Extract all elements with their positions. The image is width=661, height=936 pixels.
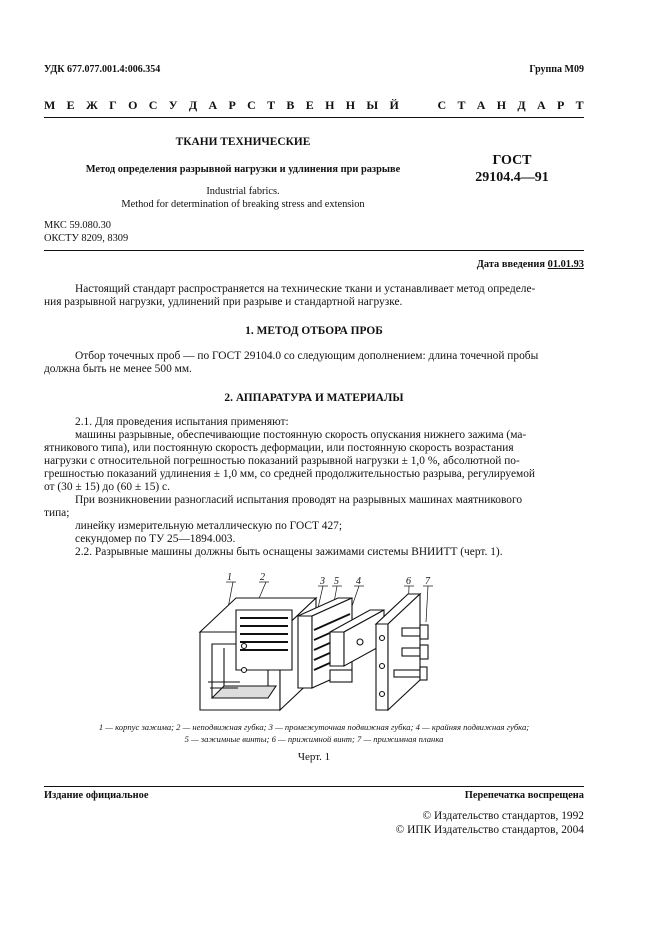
section2-line: секундомер по ТУ 25—1894.003.: [75, 533, 236, 545]
banner-letter: Г: [109, 98, 117, 112]
callout-5: 5: [334, 576, 339, 587]
banner-letter: Н: [325, 98, 335, 112]
figure-caption-line1: 1 — корпус зажима; 2 — неподвижная губка; 3 — промежуточная подвижная губка; 4 — крайняя подвижная губка;: [98, 722, 530, 732]
udk-code: УДК 677.077.001.4:006.354: [44, 64, 161, 75]
footer-rule: [44, 786, 584, 787]
banner-letter: В: [286, 98, 295, 112]
section2-line: При возникновении разногласий испытания проводят на разрывных машинах маятникового: [75, 494, 523, 506]
section2-line: машины разрывные, обеспечивающие постоянную скорость опускания нижнего зажима (ма-: [75, 429, 527, 441]
intro-line-1: Настоящий стандарт распространяется на технические ткани и устанавливает метод определе-: [75, 283, 536, 295]
copyright-2004: © ИПК Издательство стандартов, 2004: [395, 824, 584, 836]
section2-heading: 2. АППАРАТУРА И МАТЕРИАЛЫ: [224, 392, 404, 404]
intro-paragraph: [44, 283, 584, 309]
section1-line-1: Отбор точечных проб — по ГОСТ 29104.0 со следующим дополнением: длина точечной пробы: [75, 350, 539, 362]
section2-line: от (30 ± 15) до (60 ± 15) с.: [44, 481, 170, 493]
clamp-drawing: [180, 570, 450, 718]
banner-letter: Т: [457, 98, 466, 112]
banner-letter: С: [148, 98, 158, 112]
section2-line: нагрузки с относительной погрешностью показаний разрывной нагрузки ± 1,0 %, абсолютной по-: [44, 455, 520, 467]
intro-date-label: Дата введения: [476, 259, 546, 270]
mks-code: МКС 59.080.30: [44, 220, 112, 231]
banner-letter: Й: [389, 98, 399, 112]
banner-letter: Р: [556, 98, 565, 112]
callout-4: 4: [356, 576, 361, 587]
banner-letter: Р: [228, 98, 236, 112]
gost-number: 29104.4—91: [475, 170, 549, 185]
body-hole-icon: [242, 644, 247, 649]
callout-1: 1: [227, 572, 232, 583]
banner-letter: Е: [66, 98, 75, 112]
edition-official: Издание официальное: [44, 790, 149, 801]
callout-2: 2: [260, 572, 265, 583]
callout-3: 3: [320, 576, 325, 587]
banner-letter: М: [44, 98, 56, 112]
interstate-standard-banner: [44, 98, 584, 113]
banner-letter: О: [128, 98, 138, 112]
banner-letter: Д: [517, 98, 526, 112]
gost-label: ГОСТ: [492, 153, 532, 168]
okstu-code: ОКСТУ 8209, 8309: [44, 233, 129, 244]
callout-labels: [227, 572, 431, 587]
intro-date-value: 01.01.93: [547, 259, 584, 270]
intro-line-2: ния разрывной нагрузки, удлинений при разрыве и стандартной нагрузке.: [44, 296, 403, 308]
banner-letter: Ж: [85, 98, 98, 112]
section2-line: 2.1. Для проведения испытания применяют:: [75, 416, 289, 428]
pressure-screw: [357, 639, 363, 645]
group-code: Группа М09: [529, 64, 584, 75]
banner-letter: Н: [496, 98, 507, 112]
title-rule: [44, 250, 584, 251]
banner-letter: Т: [267, 98, 276, 112]
section2-line: грешностью показаний удлинения ± 1,0 мм, со средней продолжительностью разрыва, регулируемой: [44, 468, 536, 480]
body-hole-icon: [242, 668, 247, 673]
banner-letter: Е: [305, 98, 314, 112]
section1-heading: 1. МЕТОД ОТБОРА ПРОБ: [245, 325, 383, 337]
section1-line-2: должна быть не менее 500 мм.: [44, 363, 192, 375]
banner-letter: Д: [188, 98, 198, 112]
banner-letter: С: [437, 98, 447, 112]
banner-letter: С: [247, 98, 256, 112]
reprint-prohibited: Перепечатка воспрещена: [464, 790, 584, 801]
fixed-jaw: [236, 610, 292, 670]
banner-rule: [44, 117, 584, 118]
figure-label: Черт. 1: [297, 751, 331, 763]
section2-line: 2.2. Разрывные машины должны быть оснащены зажимами системы ВНИИТТ (черт. 1).: [75, 546, 503, 558]
banner-letter: Т: [575, 98, 584, 112]
banner-letter: А: [208, 98, 218, 112]
section2-body: [44, 416, 584, 559]
section1-paragraph: [44, 350, 584, 376]
standard-title: ТКАНИ ТЕХНИЧЕСКИЕ: [175, 136, 311, 148]
section2-line: ятникового типа), или постоянную скорость деформации, или постоянную скорость возрастания: [44, 442, 514, 454]
banner-word-gap: [410, 98, 426, 113]
callout-6: 6: [406, 576, 411, 587]
banner-letter: Ы: [366, 98, 379, 112]
banner-letter: А: [476, 98, 486, 112]
callout-7: 7: [425, 576, 430, 587]
banner-letter: А: [536, 98, 546, 112]
english-title-line2: Method for determination of breaking stress and extension: [121, 199, 365, 210]
intro-date: [477, 259, 584, 270]
figure-caption-line2: 5 — зажимные винты; 6 — прижимной винт; 7 — прижимная планка: [184, 734, 444, 744]
banner-letter: У: [168, 98, 178, 112]
section2-line: линейку измерительную металлическую по ГОСТ 427;: [75, 520, 343, 532]
banner-letter: Н: [345, 98, 356, 112]
copyright-1992: © Издательство стандартов, 1992: [422, 810, 584, 822]
english-title-line1: Industrial fabrics.: [206, 186, 280, 197]
standard-subtitle: Метод определения разрывной нагрузки и удлинения при разрыве: [85, 164, 401, 175]
section2-line: типа;: [44, 507, 70, 519]
